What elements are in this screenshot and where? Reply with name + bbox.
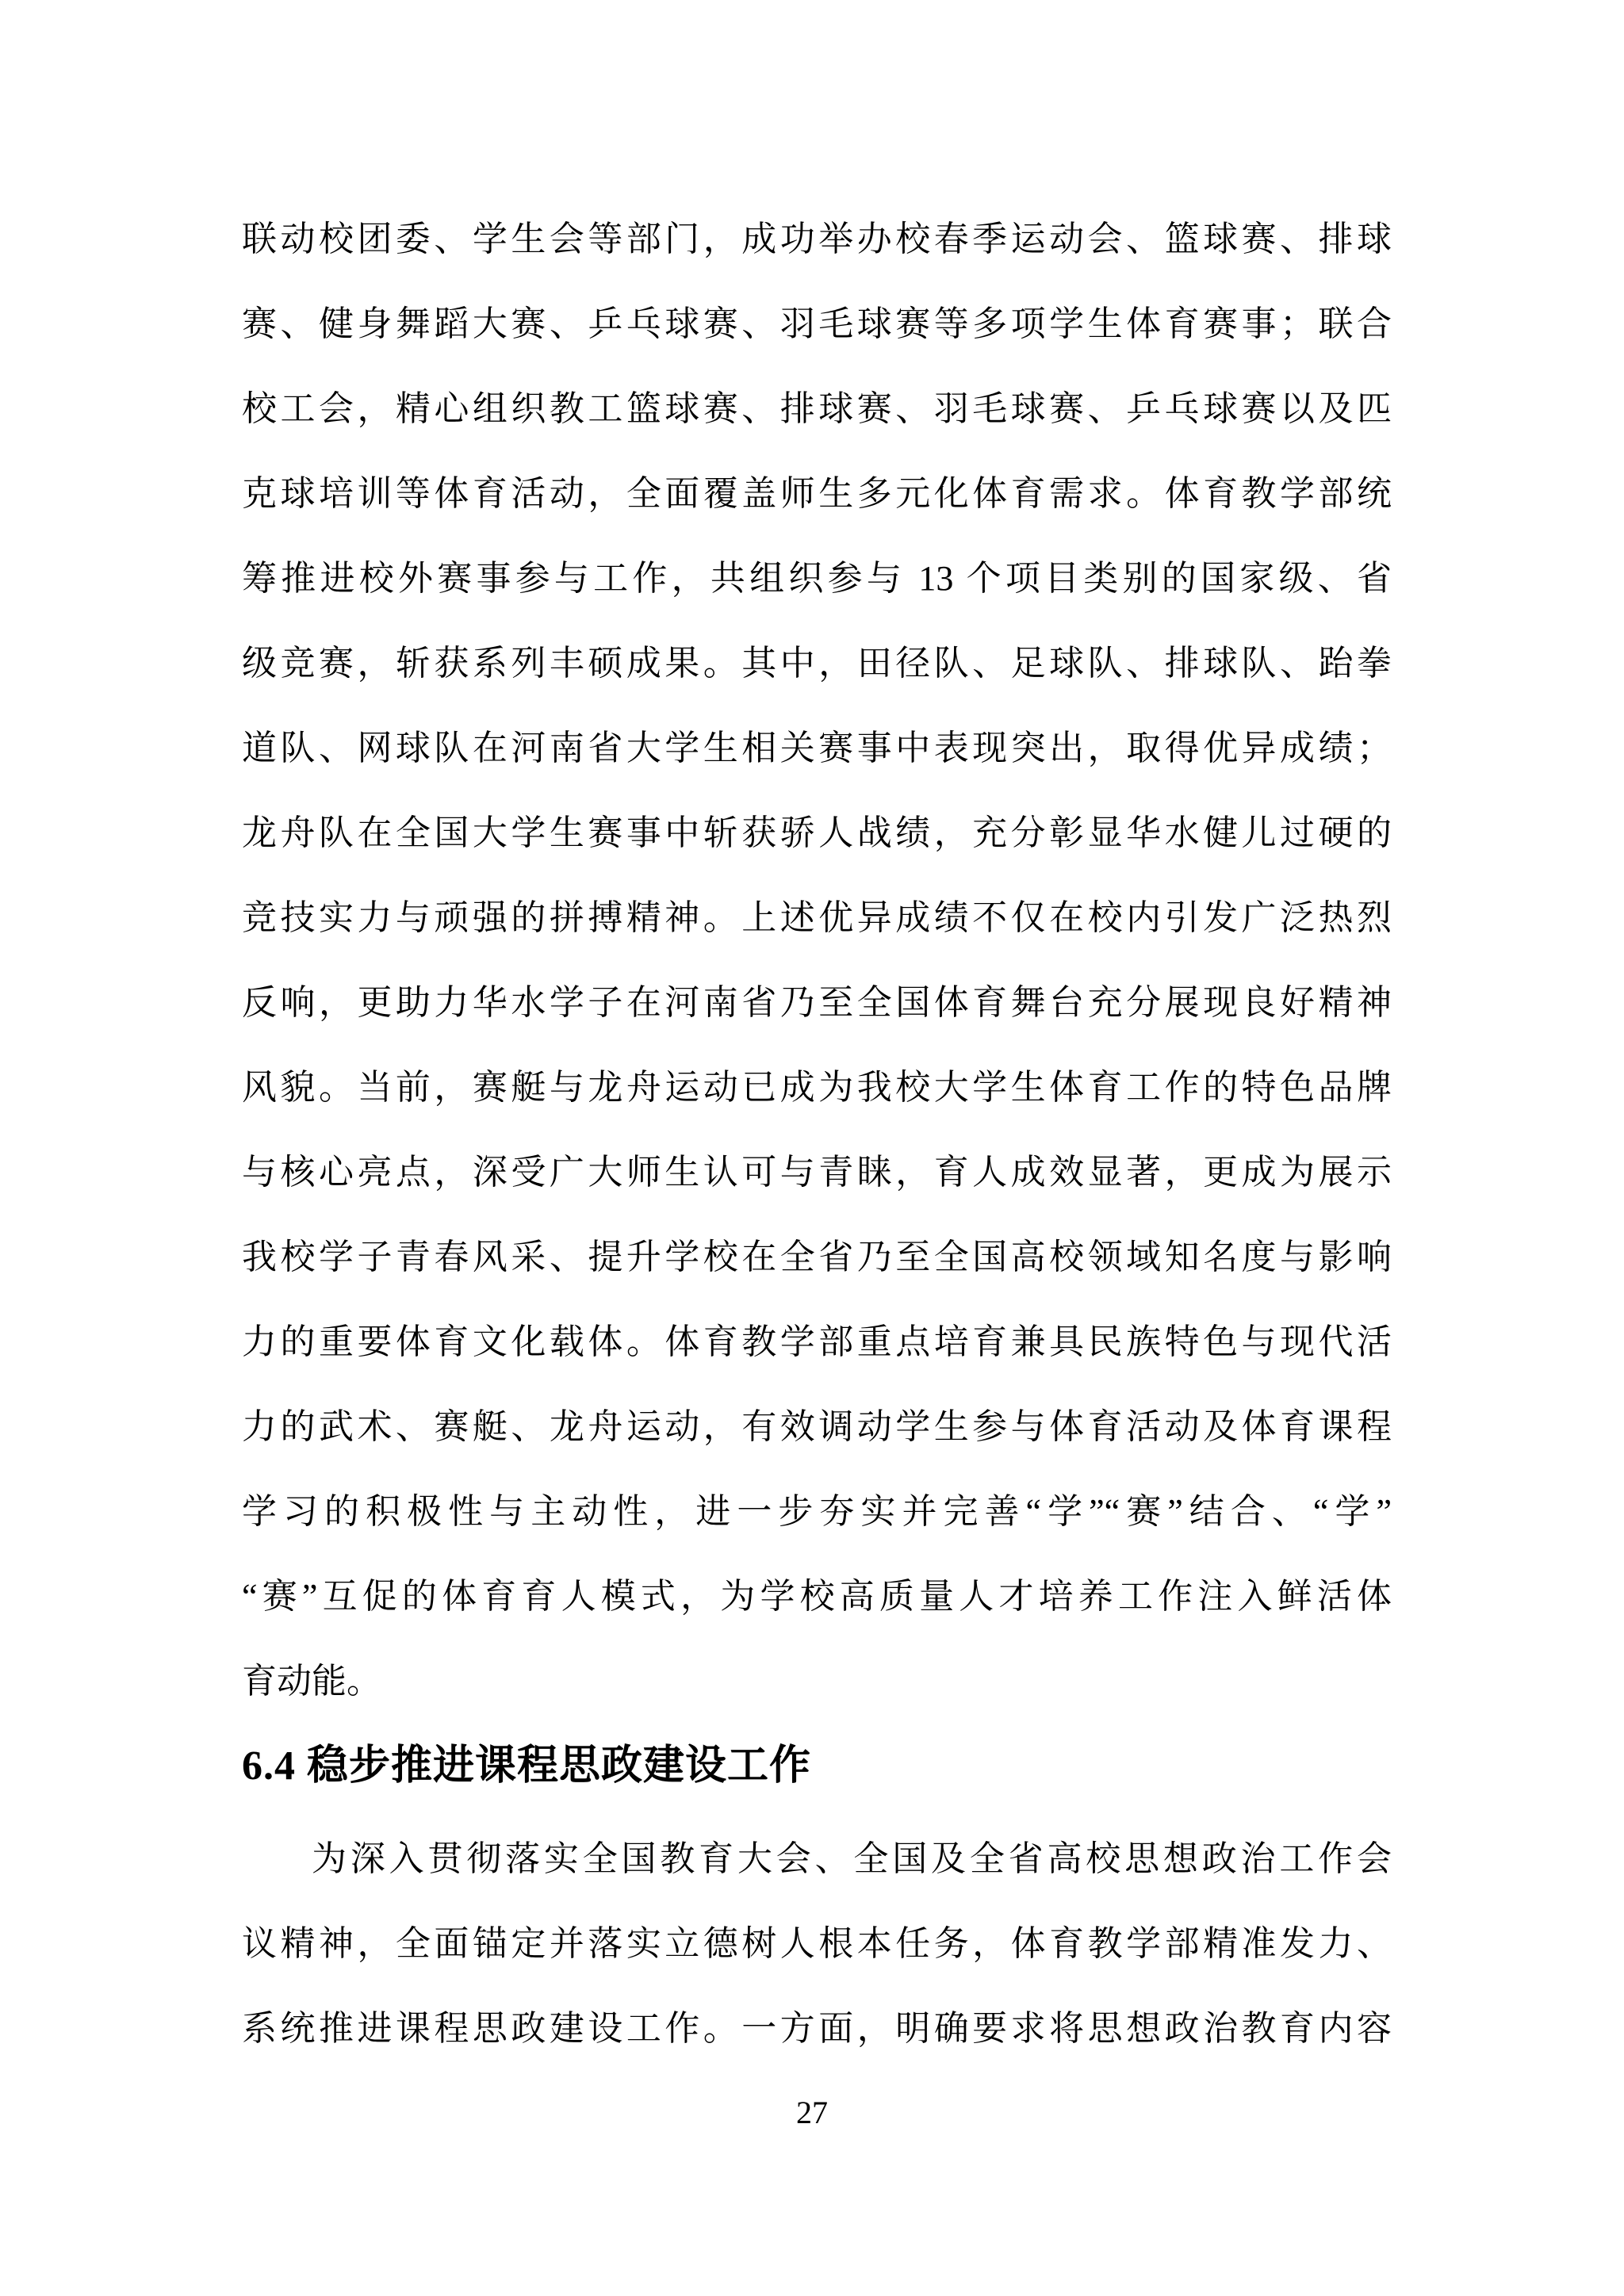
paragraph-2	[242, 1816, 1392, 2071]
paragraph-line: 克球培训等体育活动，全面覆盖师生多元化体育需求。体育教学部统	[242, 474, 1392, 513]
paragraph-line: 联动校团委、学生会等部门，成功举办校春季运动会、篮球赛、排球	[242, 220, 1392, 258]
paragraph-line: 我校学子青春风采、提升学校在全省乃至全国高校领域知名度与影响	[242, 1238, 1392, 1276]
paragraph-1	[242, 197, 1392, 1724]
paragraph-line: 校工会，精心组织教工篮球赛、排球赛、羽毛球赛、乒乓球赛以及匹	[242, 389, 1392, 428]
paragraph-line: 道队、网球队在河南省大学生相关赛事中表现突出，取得优异成绩；	[242, 729, 1392, 767]
paragraph-line: 筹推进校外赛事参与工作，共组织参与 13 个项目类别的国家级、省	[242, 559, 1392, 598]
paragraph-line: 力的武术、赛艇、龙舟运动，有效调动学生参与体育活动及体育课程	[242, 1407, 1392, 1446]
paragraph-line: 级竞赛，斩获系列丰硕成果。其中，田径队、足球队、排球队、跆拳	[242, 644, 1392, 683]
paragraph-line: 系统推进课程思政建设工作。一方面，明确要求将思想政治教育内容	[242, 2009, 1392, 2048]
page-number: 27	[796, 2095, 828, 2130]
paragraph-line: 龙舟队在全国大学生赛事中斩获骄人战绩，充分彰显华水健儿过硬的	[242, 813, 1392, 852]
body-text	[242, 197, 1392, 2071]
section-heading: 6.4 稳步推进课程思政建设工作	[242, 1743, 812, 1789]
paragraph-line: 与核心亮点，深受广大师生认可与青睐，育人成效显著，更成为展示	[242, 1153, 1392, 1192]
paragraph-line: 赛、健身舞蹈大赛、乒乓球赛、羽毛球赛等多项学生体育赛事；联合	[242, 304, 1392, 343]
paragraph-line: 竞技实力与顽强的拼搏精神。上述优异成绩不仅在校内引发广泛热烈	[242, 898, 1392, 937]
paragraph-line: 力的重要体育文化载体。体育教学部重点培育兼具民族特色与现代活	[242, 1322, 1392, 1361]
paragraph-line: 反响，更助力华水学子在河南省乃至全国体育舞台充分展现良好精神	[242, 983, 1392, 1022]
paragraph-line: 为深入贯彻落实全国教育大会、全国及全省高校思想政治工作会	[312, 1839, 1392, 1878]
paragraph-line: 议精神，全面锚定并落实立德树人根本任务，体育教学部精准发力、	[242, 1924, 1392, 1963]
paragraph-line: 风貌。当前，赛艇与龙舟运动已成为我校大学生体育工作的特色品牌	[242, 1068, 1392, 1107]
paragraph-line: 育动能。	[242, 1662, 381, 1701]
paragraph-line: “赛”互促的体育育人模式，为学校高质量人才培养工作注入鲜活体	[242, 1577, 1392, 1616]
paragraph-line: 学习的积极性与主动性，进一步夯实并完善“学”“赛”结合、“学”	[242, 1492, 1392, 1531]
